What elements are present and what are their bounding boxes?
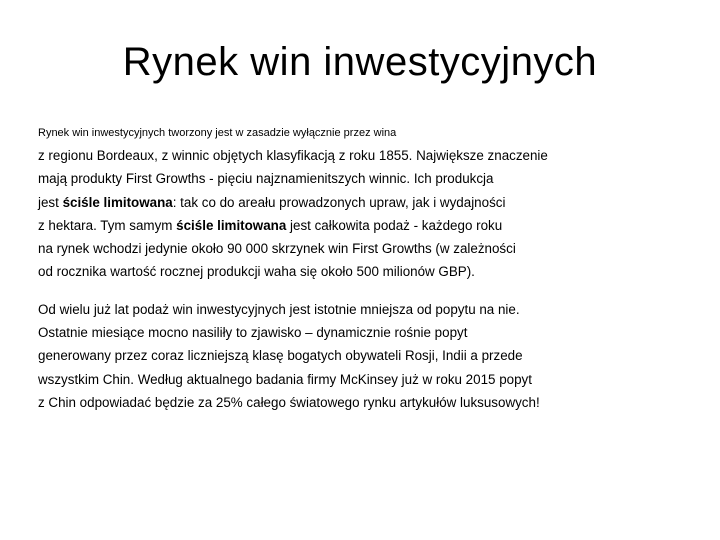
slide-title: Rynek win inwestycyjnych — [122, 40, 598, 84]
slide-body — [38, 126, 688, 414]
emphasis-limited: ściśle limitowana — [62, 194, 173, 210]
paragraph-1-line-5: na rynek wchodzi jedynie około 90 000 skrzynek win First Growths (w zależności — [38, 241, 516, 257]
paragraph-2-line-4: wszystkim Chin. Według aktualnego badania firmy McKinsey już w roku 2015 popyt — [38, 371, 532, 387]
paragraph-2-line-3: generowany przez coraz liczniejszą klasę bogatych obywateli Rosji, Indii a przede — [38, 348, 523, 364]
paragraph-1-line-1: z regionu Bordeaux, z winnic objętych klasyfikacją z roku 1855. Największe znaczenie — [38, 148, 548, 163]
paragraph-1-line-6: od rocznika wartość rocznej produkcji waha się około 500 milionów GBP). — [38, 264, 475, 280]
emphasis-limited: ściśle limitowana — [176, 217, 287, 233]
paragraph-1-line-4 — [38, 214, 688, 237]
paragraph-1-line-2: mają produkty First Growths - pięciu najznamienitszych winnic. Ich produkcja — [38, 171, 494, 187]
paragraph-1 — [38, 144, 688, 284]
paragraph-2 — [38, 298, 688, 414]
text-fragment: jest całkowita podaż - każdego roku — [286, 217, 503, 233]
paragraph-2-line-1: Od wielu już lat podaż win inwestycyjnych jest istotnie mniejsza od popytu na nie. — [38, 301, 520, 317]
text-fragment: : tak co do areału prowadzonych upraw, jak i wydajności — [172, 194, 506, 210]
intro-line: Rynek win inwestycyjnych tworzony jest w zasadzie wyłącznie przez wina — [38, 127, 397, 139]
paragraph-2-line-2: Ostatnie miesiące mocno nasiliły to zjawisko – dynamicznie rośnie popyt — [38, 325, 468, 341]
text-fragment: jest — [38, 194, 63, 210]
paragraph-2-line-5: z Chin odpowiadać będzie za 25% całego światowego rynku artykułów luksusowych! — [38, 394, 540, 410]
paragraph-1-line-3 — [38, 191, 688, 214]
text-fragment: z hektara. Tym samym — [38, 217, 177, 233]
